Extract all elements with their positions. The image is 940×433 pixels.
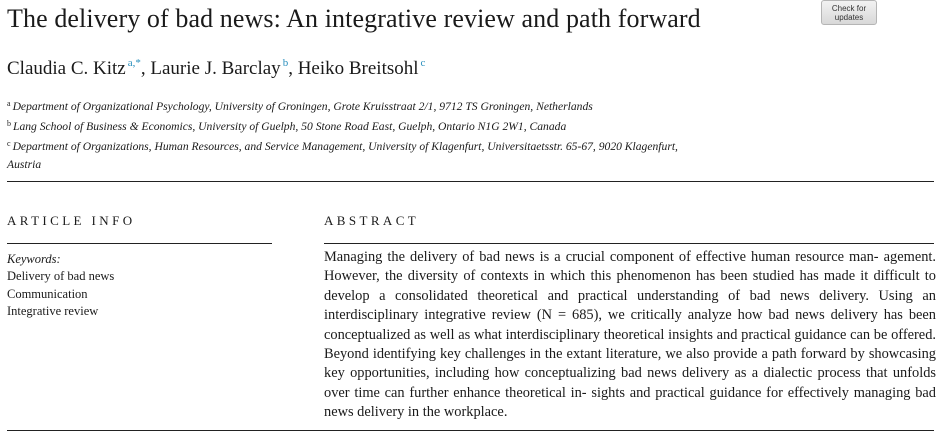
- author-affiliation-mark[interactable]: b: [282, 57, 289, 69]
- author-name[interactable]: Claudia C. Kitz: [7, 58, 126, 79]
- affiliation-line: [7, 156, 807, 173]
- abstract-heading: ABSTRACT: [324, 213, 420, 228]
- abstract-line: delivery. Using an interdisciplinary integrative review (N = 685), we critically analyze how bad: [324, 287, 936, 324]
- affiliation-line: [7, 135, 807, 155]
- abstract-divider: [324, 243, 934, 244]
- paper-title: The delivery of bad news: An integrative review and path forward: [7, 4, 701, 33]
- author-name[interactable]: Heiko Breitsohl: [297, 58, 419, 79]
- check-for-updates-badge[interactable]: [821, 0, 877, 25]
- abstract-line: Managing the delivery of bad news is a crucial component of effective human resource man-: [324, 249, 879, 265]
- abstract-line: agement. However, the diversity of contexts in which this phenomenon has been studied has: [324, 249, 936, 285]
- affiliation-line: [7, 95, 807, 115]
- affiliation-text: Austria: [7, 157, 42, 171]
- abstract-text: [324, 248, 936, 423]
- abstract-line: sights and practical guidance for effectively managing bad news delivery in the workplace.: [324, 384, 936, 421]
- keyword-item: Communication: [7, 286, 88, 301]
- abstract-line: also provide a path forward by showcasing key opportunities, including how conceptualizing bad: [324, 346, 936, 382]
- author-affiliation-mark[interactable]: c: [420, 57, 426, 69]
- affiliation-text: Department of Organizations, Human Resources, and Service Management, University of Klagenfurt, Universitaetsstr. 65-67, 9020 Klagenfurt,: [12, 140, 678, 154]
- abstract-line: practical guidance can be offered. Beyond identifying key challenges in the extant literature, we: [324, 326, 936, 363]
- author-affiliation-mark[interactable]: a,*: [127, 57, 141, 69]
- abstract-line: made it difficult to develop a consolidated theoretical and practical understanding of bad news: [324, 268, 936, 304]
- article-info-divider: [7, 243, 272, 244]
- abstract-line: news delivery has been conceptualized as well as what interdisciplinary theoretical insights and: [324, 307, 936, 343]
- affiliation-mark: c: [7, 139, 11, 149]
- badge-line-2: updates: [834, 12, 864, 22]
- affiliation-line: [7, 115, 807, 135]
- author-name[interactable]: Laurie J. Barclay: [150, 58, 281, 79]
- abstract-line: news delivery as a dialectic process that unfolds over time can further enhance theoretical in-: [324, 365, 936, 401]
- affiliation-mark: b: [7, 119, 11, 129]
- author-list: Claudia C. Kitz $^{a,*}$, Laurie J. Barclay $^b$, Heiko Breitsohl $^c$: [7, 57, 426, 79]
- affiliation-list: [7, 95, 807, 173]
- footer-divider: [7, 430, 934, 431]
- affiliation-text: Department of Organizational Psychology, University of Groningen, Grote Kruisstraat 2/1, 9712 TS Groningen, Netherlands: [12, 100, 593, 113]
- header-divider: [7, 181, 934, 182]
- keyword-item: Delivery of bad news: [7, 269, 115, 284]
- affiliation-text: Lang School of Business & Economics, University of Guelph, 50 Stone Road East, Guelph, Ontario N1G 2W1, Canada: [13, 120, 567, 134]
- keywords-label: Keywords:: [7, 252, 61, 266]
- keywords-block: [7, 251, 114, 321]
- affiliation-mark: a: [7, 99, 11, 108]
- article-info-heading: ARTICLE INFO: [7, 213, 136, 228]
- keyword-item: Integrative review: [7, 304, 99, 319]
- badge-line-1: Check for: [831, 3, 867, 13]
